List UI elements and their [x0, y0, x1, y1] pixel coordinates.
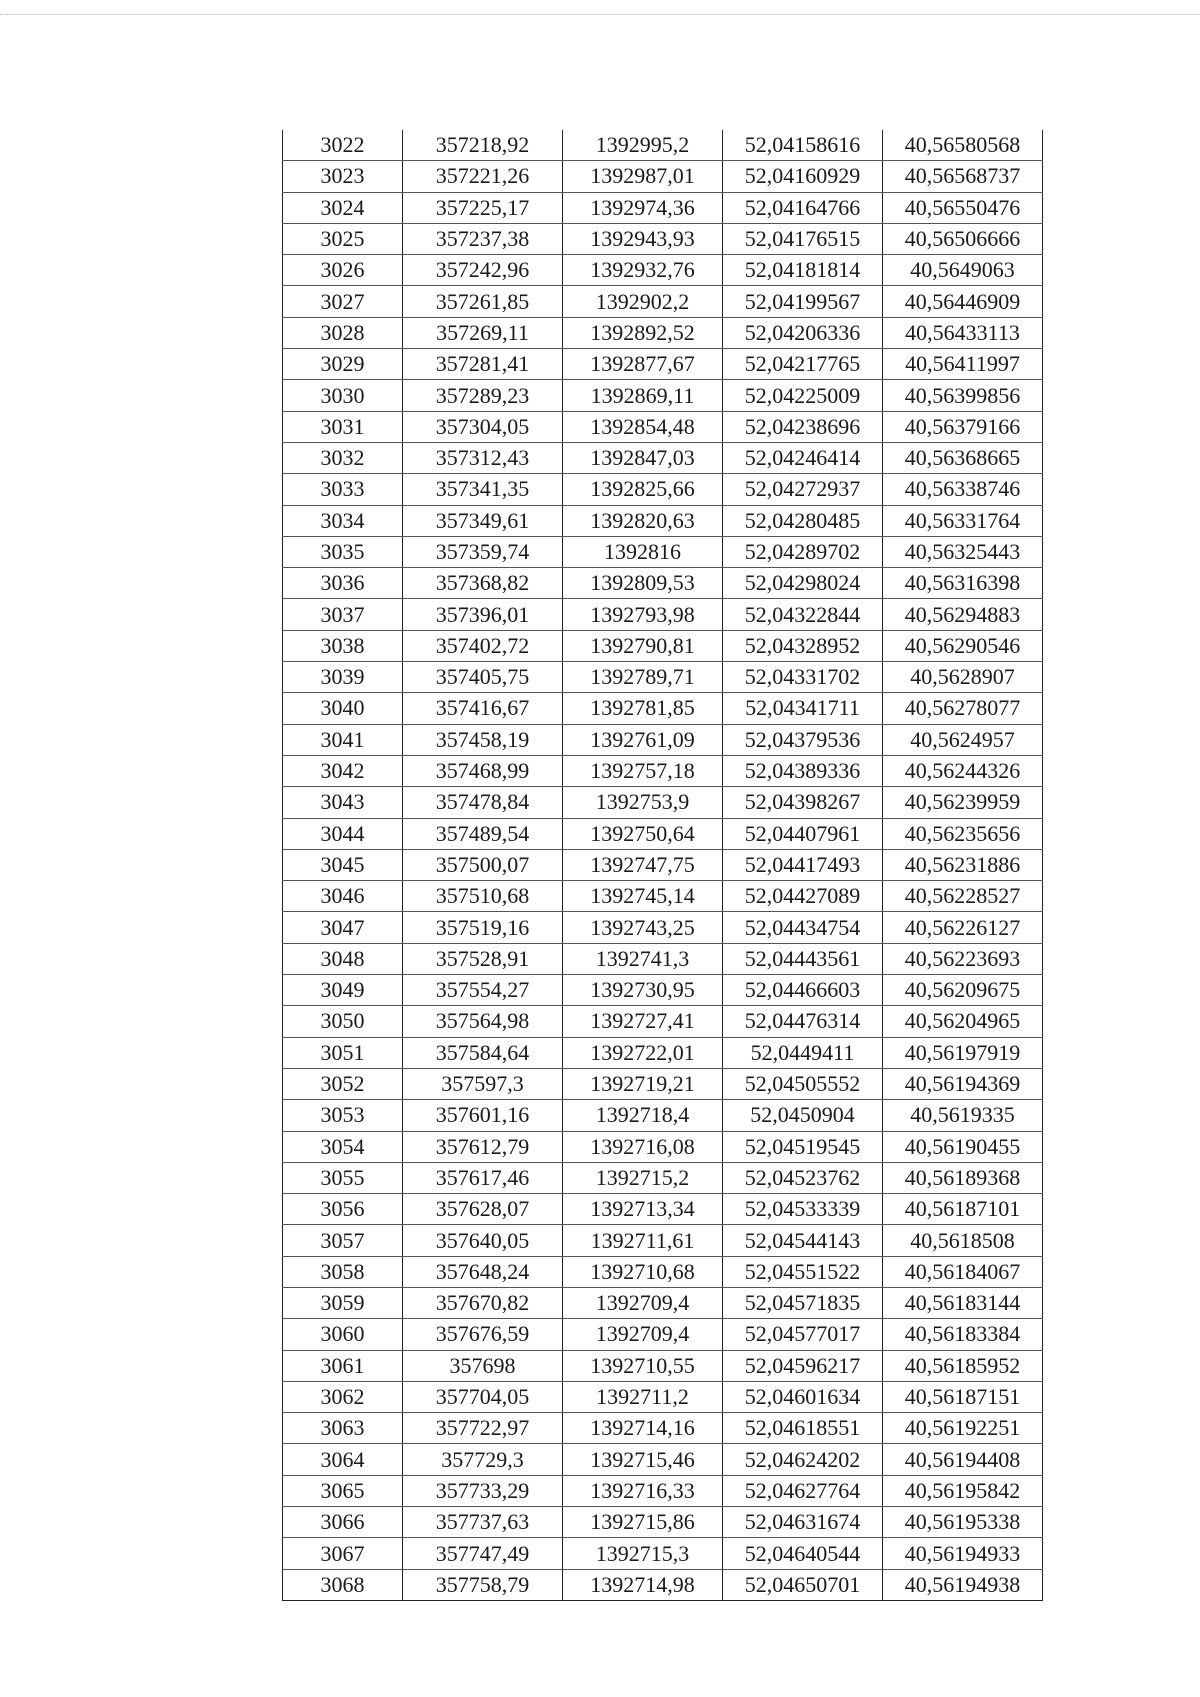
table-row: [283, 755, 1043, 786]
x-coordinate-cell: 357349,61: [403, 505, 563, 536]
longitude-cell: 40,56235656: [883, 818, 1043, 849]
latitude-cell: 52,04206336: [723, 317, 883, 348]
y-coordinate-cell: 1392714,98: [563, 1569, 723, 1600]
y-coordinate-cell: 1392745,14: [563, 881, 723, 912]
y-coordinate-cell: 1392743,25: [563, 912, 723, 943]
y-coordinate-cell: 1392747,75: [563, 849, 723, 880]
table-row: [283, 255, 1043, 286]
latitude-cell: 52,04398267: [723, 787, 883, 818]
y-coordinate-cell: 1392974,36: [563, 192, 723, 223]
x-coordinate-cell: 357519,16: [403, 912, 563, 943]
longitude-cell: 40,56209675: [883, 975, 1043, 1006]
latitude-cell: 52,04523762: [723, 1162, 883, 1193]
y-coordinate-cell: 1392718,4: [563, 1100, 723, 1131]
x-coordinate-cell: 357601,16: [403, 1100, 563, 1131]
longitude-cell: 40,56294883: [883, 599, 1043, 630]
latitude-cell: 52,04519545: [723, 1131, 883, 1162]
point-number-cell: 3033: [283, 474, 403, 505]
longitude-cell: 40,56325443: [883, 536, 1043, 567]
table-row: [283, 442, 1043, 473]
y-coordinate-cell: 1392820,63: [563, 505, 723, 536]
x-coordinate-cell: 357628,07: [403, 1194, 563, 1225]
y-coordinate-cell: 1392825,66: [563, 474, 723, 505]
longitude-cell: 40,56411997: [883, 349, 1043, 380]
table-row: [283, 380, 1043, 411]
table-row: [283, 912, 1043, 943]
latitude-cell: 52,0450904: [723, 1100, 883, 1131]
x-coordinate-cell: 357269,11: [403, 317, 563, 348]
point-number-cell: 3029: [283, 349, 403, 380]
point-number-cell: 3037: [283, 599, 403, 630]
point-number-cell: 3040: [283, 693, 403, 724]
y-coordinate-cell: 1392715,3: [563, 1538, 723, 1569]
point-number-cell: 3031: [283, 411, 403, 442]
latitude-cell: 52,04551522: [723, 1256, 883, 1287]
coordinates-table: [282, 130, 1043, 1601]
table-row: [283, 818, 1043, 849]
point-number-cell: 3030: [283, 380, 403, 411]
latitude-cell: 52,04624202: [723, 1444, 883, 1475]
y-coordinate-cell: 1392789,71: [563, 662, 723, 693]
table-row: [283, 1569, 1043, 1600]
longitude-cell: 40,56194933: [883, 1538, 1043, 1569]
table-row: [283, 411, 1043, 442]
longitude-cell: 40,56338746: [883, 474, 1043, 505]
table-row: [283, 881, 1043, 912]
x-coordinate-cell: 357704,05: [403, 1381, 563, 1412]
x-coordinate-cell: 357510,68: [403, 881, 563, 912]
y-coordinate-cell: 1392716,33: [563, 1475, 723, 1506]
latitude-cell: 52,04238696: [723, 411, 883, 442]
y-coordinate-cell: 1392869,11: [563, 380, 723, 411]
x-coordinate-cell: 357528,91: [403, 943, 563, 974]
latitude-cell: 52,04476314: [723, 1006, 883, 1037]
point-number-cell: 3038: [283, 630, 403, 661]
latitude-cell: 52,04650701: [723, 1569, 883, 1600]
y-coordinate-cell: 1392709,4: [563, 1287, 723, 1318]
y-coordinate-cell: 1392713,34: [563, 1194, 723, 1225]
y-coordinate-cell: 1392709,4: [563, 1319, 723, 1350]
y-coordinate-cell: 1392710,68: [563, 1256, 723, 1287]
latitude-cell: 52,0449411: [723, 1037, 883, 1068]
longitude-cell: 40,56231886: [883, 849, 1043, 880]
point-number-cell: 3048: [283, 943, 403, 974]
longitude-cell: 40,56244326: [883, 755, 1043, 786]
latitude-cell: 52,04389336: [723, 755, 883, 786]
table-row: [283, 317, 1043, 348]
x-coordinate-cell: 357698: [403, 1350, 563, 1381]
x-coordinate-cell: 357564,98: [403, 1006, 563, 1037]
latitude-cell: 52,04289702: [723, 536, 883, 567]
point-number-cell: 3046: [283, 881, 403, 912]
point-number-cell: 3067: [283, 1538, 403, 1569]
longitude-cell: 40,56278077: [883, 693, 1043, 724]
x-coordinate-cell: 357640,05: [403, 1225, 563, 1256]
longitude-cell: 40,5624957: [883, 724, 1043, 755]
x-coordinate-cell: 357458,19: [403, 724, 563, 755]
latitude-cell: 52,04199567: [723, 286, 883, 317]
latitude-cell: 52,04341711: [723, 693, 883, 724]
latitude-cell: 52,04571835: [723, 1287, 883, 1318]
table-row: [283, 536, 1043, 567]
latitude-cell: 52,04417493: [723, 849, 883, 880]
longitude-cell: 40,56506666: [883, 223, 1043, 254]
latitude-cell: 52,04577017: [723, 1319, 883, 1350]
longitude-cell: 40,56368665: [883, 442, 1043, 473]
latitude-cell: 52,04331702: [723, 662, 883, 693]
point-number-cell: 3039: [283, 662, 403, 693]
y-coordinate-cell: 1392793,98: [563, 599, 723, 630]
longitude-cell: 40,56446909: [883, 286, 1043, 317]
table-row: [283, 849, 1043, 880]
longitude-cell: 40,56183144: [883, 1287, 1043, 1318]
longitude-cell: 40,56316398: [883, 568, 1043, 599]
longitude-cell: 40,56194938: [883, 1569, 1043, 1600]
table-row: [283, 1287, 1043, 1318]
table-row: [283, 599, 1043, 630]
table-row: [283, 1194, 1043, 1225]
table-row: [283, 1100, 1043, 1131]
y-coordinate-cell: 1392902,2: [563, 286, 723, 317]
table-row: [283, 161, 1043, 192]
y-coordinate-cell: 1392995,2: [563, 130, 723, 161]
y-coordinate-cell: 1392711,2: [563, 1381, 723, 1412]
point-number-cell: 3064: [283, 1444, 403, 1475]
y-coordinate-cell: 1392714,16: [563, 1413, 723, 1444]
y-coordinate-cell: 1392987,01: [563, 161, 723, 192]
point-number-cell: 3023: [283, 161, 403, 192]
y-coordinate-cell: 1392730,95: [563, 975, 723, 1006]
latitude-cell: 52,04505552: [723, 1068, 883, 1099]
longitude-cell: 40,56580568: [883, 130, 1043, 161]
point-number-cell: 3066: [283, 1507, 403, 1538]
longitude-cell: 40,56379166: [883, 411, 1043, 442]
latitude-cell: 52,04246414: [723, 442, 883, 473]
y-coordinate-cell: 1392790,81: [563, 630, 723, 661]
x-coordinate-cell: 357722,97: [403, 1413, 563, 1444]
table-row: [283, 130, 1043, 161]
x-coordinate-cell: 357468,99: [403, 755, 563, 786]
longitude-cell: 40,56194408: [883, 1444, 1043, 1475]
longitude-cell: 40,56331764: [883, 505, 1043, 536]
latitude-cell: 52,04618551: [723, 1413, 883, 1444]
latitude-cell: 52,04407961: [723, 818, 883, 849]
point-number-cell: 3058: [283, 1256, 403, 1287]
table-row: [283, 505, 1043, 536]
latitude-cell: 52,04225009: [723, 380, 883, 411]
longitude-cell: 40,56192251: [883, 1413, 1043, 1444]
longitude-cell: 40,56550476: [883, 192, 1043, 223]
y-coordinate-cell: 1392715,86: [563, 1507, 723, 1538]
latitude-cell: 52,04533339: [723, 1194, 883, 1225]
table-row: [283, 693, 1043, 724]
x-coordinate-cell: 357289,23: [403, 380, 563, 411]
y-coordinate-cell: 1392710,55: [563, 1350, 723, 1381]
table-row: [283, 192, 1043, 223]
latitude-cell: 52,04631674: [723, 1507, 883, 1538]
point-number-cell: 3052: [283, 1068, 403, 1099]
x-coordinate-cell: 357261,85: [403, 286, 563, 317]
point-number-cell: 3049: [283, 975, 403, 1006]
point-number-cell: 3061: [283, 1350, 403, 1381]
point-number-cell: 3034: [283, 505, 403, 536]
point-number-cell: 3062: [283, 1381, 403, 1412]
latitude-cell: 52,04328952: [723, 630, 883, 661]
longitude-cell: 40,56204965: [883, 1006, 1043, 1037]
point-number-cell: 3068: [283, 1569, 403, 1600]
table-row: [283, 1319, 1043, 1350]
point-number-cell: 3026: [283, 255, 403, 286]
x-coordinate-cell: 357218,92: [403, 130, 563, 161]
longitude-cell: 40,5619335: [883, 1100, 1043, 1131]
table-row: [283, 1006, 1043, 1037]
longitude-cell: 40,5628907: [883, 662, 1043, 693]
y-coordinate-cell: 1392722,01: [563, 1037, 723, 1068]
table-row: [283, 474, 1043, 505]
y-coordinate-cell: 1392750,64: [563, 818, 723, 849]
x-coordinate-cell: 357554,27: [403, 975, 563, 1006]
point-number-cell: 3057: [283, 1225, 403, 1256]
x-coordinate-cell: 357478,84: [403, 787, 563, 818]
longitude-cell: 40,56183384: [883, 1319, 1043, 1350]
table-row: [283, 1068, 1043, 1099]
x-coordinate-cell: 357597,3: [403, 1068, 563, 1099]
x-coordinate-cell: 357676,59: [403, 1319, 563, 1350]
latitude-cell: 52,04158616: [723, 130, 883, 161]
x-coordinate-cell: 357648,24: [403, 1256, 563, 1287]
point-number-cell: 3032: [283, 442, 403, 473]
y-coordinate-cell: 1392943,93: [563, 223, 723, 254]
y-coordinate-cell: 1392715,2: [563, 1162, 723, 1193]
y-coordinate-cell: 1392719,21: [563, 1068, 723, 1099]
x-coordinate-cell: 357368,82: [403, 568, 563, 599]
y-coordinate-cell: 1392715,46: [563, 1444, 723, 1475]
longitude-cell: 40,56187151: [883, 1381, 1043, 1412]
longitude-cell: 40,56290546: [883, 630, 1043, 661]
longitude-cell: 40,56185952: [883, 1350, 1043, 1381]
longitude-cell: 40,56195842: [883, 1475, 1043, 1506]
y-coordinate-cell: 1392809,53: [563, 568, 723, 599]
latitude-cell: 52,04217765: [723, 349, 883, 380]
latitude-cell: 52,04272937: [723, 474, 883, 505]
latitude-cell: 52,04164766: [723, 192, 883, 223]
point-number-cell: 3050: [283, 1006, 403, 1037]
x-coordinate-cell: 357237,38: [403, 223, 563, 254]
point-number-cell: 3042: [283, 755, 403, 786]
x-coordinate-cell: 357500,07: [403, 849, 563, 880]
latitude-cell: 52,04181814: [723, 255, 883, 286]
point-number-cell: 3051: [283, 1037, 403, 1068]
table-row: [283, 662, 1043, 693]
table-row: [283, 975, 1043, 1006]
point-number-cell: 3053: [283, 1100, 403, 1131]
x-coordinate-cell: 357670,82: [403, 1287, 563, 1318]
coordinates-table-body: [283, 130, 1043, 1600]
point-number-cell: 3041: [283, 724, 403, 755]
point-number-cell: 3047: [283, 912, 403, 943]
latitude-cell: 52,04427089: [723, 881, 883, 912]
y-coordinate-cell: 1392781,85: [563, 693, 723, 724]
y-coordinate-cell: 1392877,67: [563, 349, 723, 380]
y-coordinate-cell: 1392761,09: [563, 724, 723, 755]
x-coordinate-cell: 357359,74: [403, 536, 563, 567]
point-number-cell: 3065: [283, 1475, 403, 1506]
x-coordinate-cell: 357312,43: [403, 442, 563, 473]
longitude-cell: 40,56195338: [883, 1507, 1043, 1538]
longitude-cell: 40,56568737: [883, 161, 1043, 192]
longitude-cell: 40,56194369: [883, 1068, 1043, 1099]
longitude-cell: 40,56433113: [883, 317, 1043, 348]
x-coordinate-cell: 357612,79: [403, 1131, 563, 1162]
longitude-cell: 40,56190455: [883, 1131, 1043, 1162]
table-row: [283, 787, 1043, 818]
table-row: [283, 724, 1043, 755]
longitude-cell: 40,56189368: [883, 1162, 1043, 1193]
point-number-cell: 3035: [283, 536, 403, 567]
point-number-cell: 3027: [283, 286, 403, 317]
table-row: [283, 1225, 1043, 1256]
table-row: [283, 1475, 1043, 1506]
y-coordinate-cell: 1392716,08: [563, 1131, 723, 1162]
x-coordinate-cell: 357281,41: [403, 349, 563, 380]
table-row: [283, 1538, 1043, 1569]
table-row: [283, 1256, 1043, 1287]
y-coordinate-cell: 1392932,76: [563, 255, 723, 286]
latitude-cell: 52,04322844: [723, 599, 883, 630]
latitude-cell: 52,04298024: [723, 568, 883, 599]
longitude-cell: 40,56399856: [883, 380, 1043, 411]
point-number-cell: 3063: [283, 1413, 403, 1444]
table-row: [283, 1507, 1043, 1538]
x-coordinate-cell: 357737,63: [403, 1507, 563, 1538]
x-coordinate-cell: 357225,17: [403, 192, 563, 223]
point-number-cell: 3056: [283, 1194, 403, 1225]
y-coordinate-cell: 1392757,18: [563, 755, 723, 786]
latitude-cell: 52,04601634: [723, 1381, 883, 1412]
latitude-cell: 52,04379536: [723, 724, 883, 755]
longitude-cell: 40,56239959: [883, 787, 1043, 818]
point-number-cell: 3059: [283, 1287, 403, 1318]
point-number-cell: 3022: [283, 130, 403, 161]
x-coordinate-cell: 357405,75: [403, 662, 563, 693]
point-number-cell: 3044: [283, 818, 403, 849]
longitude-cell: 40,56226127: [883, 912, 1043, 943]
table-row: [283, 1037, 1043, 1068]
y-coordinate-cell: 1392741,3: [563, 943, 723, 974]
point-number-cell: 3060: [283, 1319, 403, 1350]
x-coordinate-cell: 357729,3: [403, 1444, 563, 1475]
point-number-cell: 3054: [283, 1131, 403, 1162]
y-coordinate-cell: 1392847,03: [563, 442, 723, 473]
point-number-cell: 3055: [283, 1162, 403, 1193]
page-top-edge-rule: [0, 14, 1200, 15]
latitude-cell: 52,04443561: [723, 943, 883, 974]
x-coordinate-cell: 357617,46: [403, 1162, 563, 1193]
x-coordinate-cell: 357221,26: [403, 161, 563, 192]
y-coordinate-cell: 1392727,41: [563, 1006, 723, 1037]
x-coordinate-cell: 357584,64: [403, 1037, 563, 1068]
x-coordinate-cell: 357304,05: [403, 411, 563, 442]
point-number-cell: 3043: [283, 787, 403, 818]
x-coordinate-cell: 357242,96: [403, 255, 563, 286]
table-row: [283, 223, 1043, 254]
longitude-cell: 40,56223693: [883, 943, 1043, 974]
table-row: [283, 568, 1043, 599]
latitude-cell: 52,04627764: [723, 1475, 883, 1506]
y-coordinate-cell: 1392753,9: [563, 787, 723, 818]
table-row: [283, 286, 1043, 317]
longitude-cell: 40,56187101: [883, 1194, 1043, 1225]
latitude-cell: 52,04544143: [723, 1225, 883, 1256]
x-coordinate-cell: 357489,54: [403, 818, 563, 849]
point-number-cell: 3045: [283, 849, 403, 880]
longitude-cell: 40,56184067: [883, 1256, 1043, 1287]
longitude-cell: 40,56197919: [883, 1037, 1043, 1068]
table-row: [283, 1350, 1043, 1381]
latitude-cell: 52,04640544: [723, 1538, 883, 1569]
longitude-cell: 40,5649063: [883, 255, 1043, 286]
x-coordinate-cell: 357416,67: [403, 693, 563, 724]
point-number-cell: 3025: [283, 223, 403, 254]
point-number-cell: 3028: [283, 317, 403, 348]
x-coordinate-cell: 357341,35: [403, 474, 563, 505]
table-row: [283, 1444, 1043, 1475]
latitude-cell: 52,04596217: [723, 1350, 883, 1381]
x-coordinate-cell: 357396,01: [403, 599, 563, 630]
latitude-cell: 52,04280485: [723, 505, 883, 536]
latitude-cell: 52,04466603: [723, 975, 883, 1006]
longitude-cell: 40,56228527: [883, 881, 1043, 912]
table-row: [283, 630, 1043, 661]
latitude-cell: 52,04160929: [723, 161, 883, 192]
y-coordinate-cell: 1392854,48: [563, 411, 723, 442]
table-row: [283, 349, 1043, 380]
y-coordinate-cell: 1392711,61: [563, 1225, 723, 1256]
table-row: [283, 943, 1043, 974]
x-coordinate-cell: 357747,49: [403, 1538, 563, 1569]
x-coordinate-cell: 357758,79: [403, 1569, 563, 1600]
table-row: [283, 1413, 1043, 1444]
longitude-cell: 40,5618508: [883, 1225, 1043, 1256]
table-row: [283, 1131, 1043, 1162]
table-row: [283, 1381, 1043, 1412]
y-coordinate-cell: 1392892,52: [563, 317, 723, 348]
latitude-cell: 52,04176515: [723, 223, 883, 254]
x-coordinate-cell: 357402,72: [403, 630, 563, 661]
table-row: [283, 1162, 1043, 1193]
point-number-cell: 3036: [283, 568, 403, 599]
x-coordinate-cell: 357733,29: [403, 1475, 563, 1506]
latitude-cell: 52,04434754: [723, 912, 883, 943]
y-coordinate-cell: 1392816: [563, 536, 723, 567]
point-number-cell: 3024: [283, 192, 403, 223]
